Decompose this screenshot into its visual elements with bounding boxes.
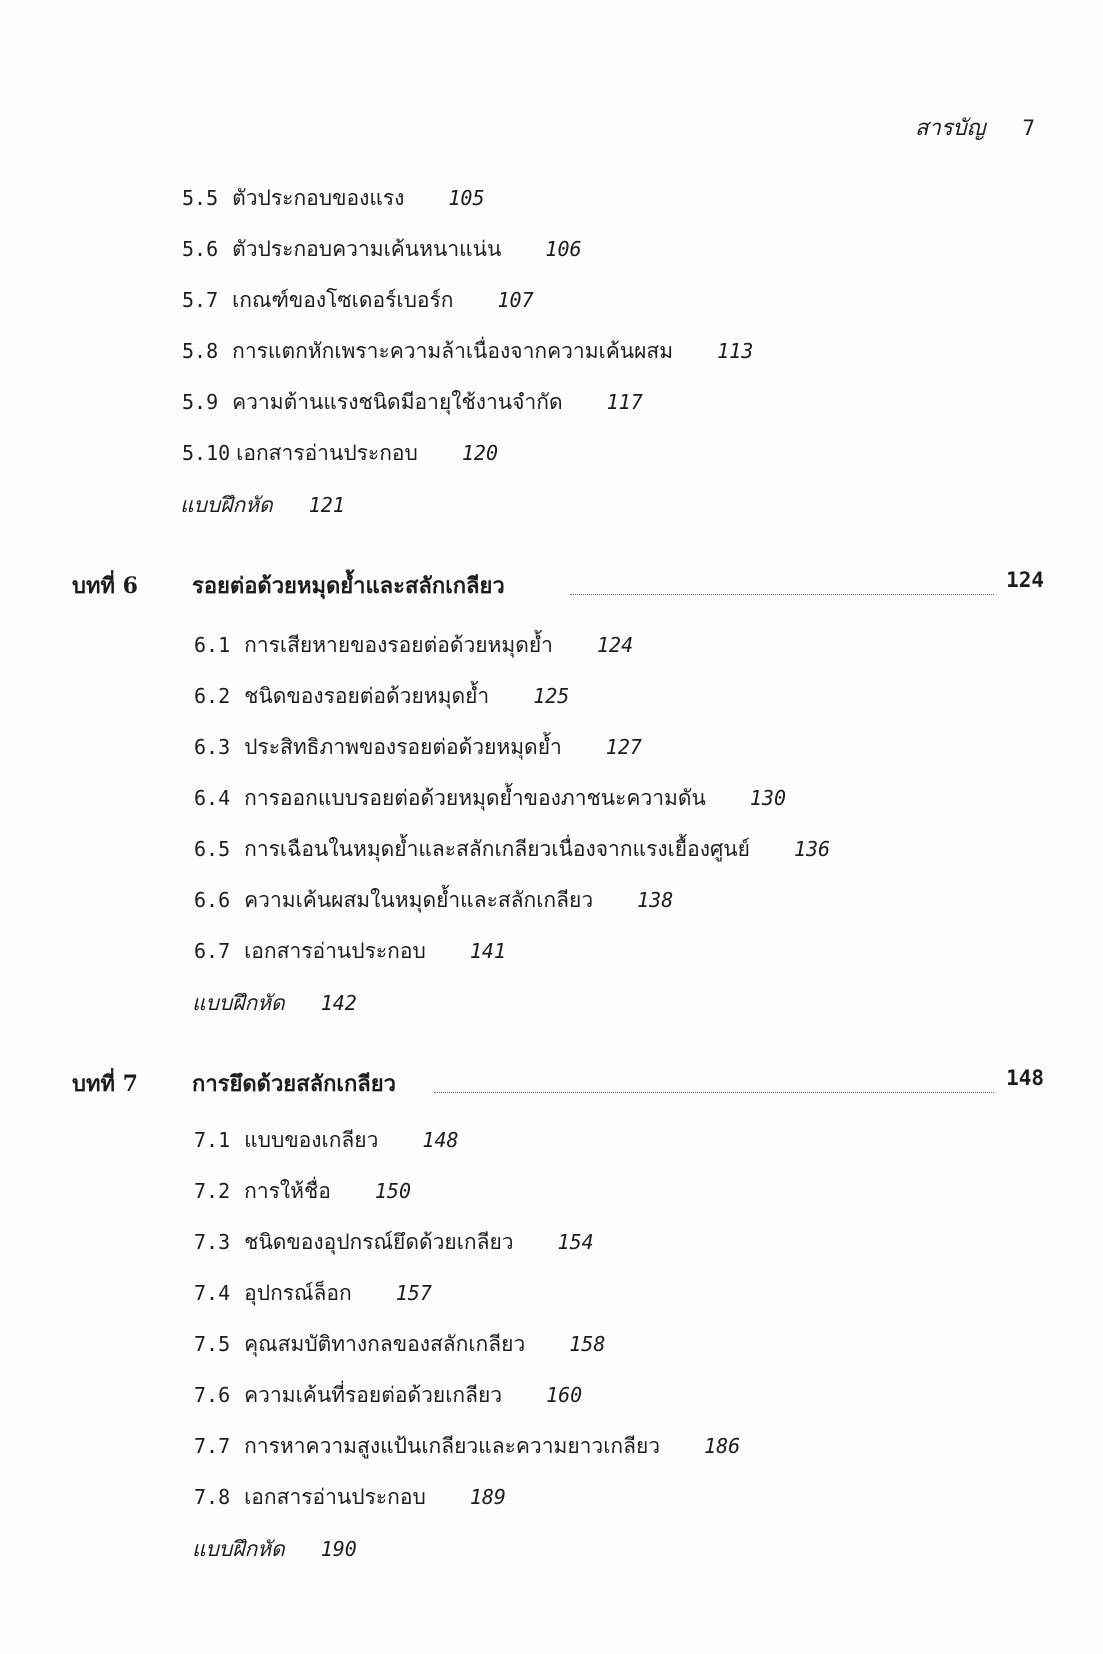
entry-title: แบบของเกลียว: [244, 1128, 379, 1152]
dot-leader: [570, 594, 994, 595]
entry-page: 127: [605, 735, 642, 759]
header-title: สารบัญ: [915, 116, 986, 141]
entry-title: การให้ชื่อ: [244, 1179, 331, 1203]
entry-page: 125: [533, 684, 570, 708]
toc-entry-7-4: [194, 1278, 432, 1308]
entry-page: 120: [461, 441, 498, 465]
chapter-label: บทที่ 7: [72, 1071, 138, 1097]
toc-entry-7-3: [194, 1227, 594, 1257]
toc-entry-7-2: [194, 1176, 411, 1206]
entry-page: 150: [374, 1179, 411, 1203]
toc-entry-6-5: [194, 834, 830, 864]
toc-entry-5-7: [182, 285, 534, 315]
entry-number: 6.4: [194, 786, 231, 810]
exercise-page: 142: [320, 991, 357, 1015]
entry-page: 136: [793, 837, 831, 861]
chapter-page: 148: [1006, 1066, 1044, 1090]
entry-title: การหาความสูงแป้นเกลียวและความยาวเกลียว: [244, 1434, 661, 1458]
entry-number: 5.9: [182, 390, 219, 414]
entry-number: 7.7: [194, 1434, 231, 1458]
entry-page: 141: [469, 939, 506, 963]
toc-entry-5-5: [182, 183, 485, 213]
header-page-number: 7: [1022, 116, 1035, 140]
entry-title: ความเค้นที่รอยต่อด้วยเกลียว: [244, 1383, 503, 1407]
entry-number: 5.5: [182, 186, 219, 210]
entry-title: เอกสารอ่านประกอบ: [244, 1485, 426, 1509]
entry-number: 5.10: [182, 441, 231, 465]
entry-title: ตัวประกอบของแรง: [232, 186, 405, 210]
toc-entry-5-8: [182, 336, 753, 366]
entry-page: 158: [569, 1332, 606, 1356]
chapter-title: การยึดด้วยสลักเกลียว: [192, 1071, 396, 1097]
entry-page: 148: [422, 1128, 459, 1152]
entry-page: 117: [606, 390, 643, 414]
toc-entry-6-3: [194, 732, 642, 762]
entry-number: 5.7: [182, 288, 219, 312]
entry-page: 186: [704, 1434, 741, 1458]
toc-entry-7-8: [194, 1482, 506, 1512]
entry-number: 6.7: [194, 939, 231, 963]
entry-title: การเสียหายของรอยต่อด้วยหมุดย้ำ: [244, 633, 553, 657]
toc-entry-6-2: [194, 681, 569, 711]
entry-title: ประสิทธิภาพของรอยต่อด้วยหมุดย้ำ: [244, 735, 562, 759]
entry-page: 154: [557, 1230, 594, 1254]
entry-title: คุณสมบัติทางกลของสลักเกลียว: [244, 1332, 526, 1356]
toc-entry-6-6: [194, 885, 673, 915]
entry-page: 106: [545, 237, 582, 261]
entry-number: 5.6: [182, 237, 219, 261]
entry-title: เอกสารอ่านประกอบ: [244, 939, 426, 963]
exercise-title: แบบฝึกหัด: [180, 493, 273, 517]
entry-number: 6.2: [194, 684, 231, 708]
exercise-page: 121: [308, 493, 345, 517]
entry-page: 107: [497, 288, 534, 312]
toc-exercise-ch6: [192, 988, 357, 1018]
toc-entry-6-1: [194, 630, 633, 660]
toc-entry-6-7: [194, 936, 506, 966]
entry-number: 6.3: [194, 735, 231, 759]
entry-number: 6.1: [194, 633, 231, 657]
entry-number: 7.5: [194, 1332, 231, 1356]
entry-page: 124: [596, 633, 634, 657]
entry-page: 189: [469, 1485, 506, 1509]
chapter-label: บทที่ 6: [72, 573, 138, 599]
entry-page: 113: [717, 339, 754, 363]
entry-title: การแตกหักเพราะความล้าเนื่องจากความเค้นผสม: [232, 339, 674, 363]
entry-number: 7.3: [194, 1230, 231, 1254]
toc-exercise-ch5: [180, 490, 345, 520]
toc-entry-5-9: [182, 387, 643, 417]
exercise-page: 190: [320, 1537, 357, 1561]
chapter-7-heading: [72, 1066, 1044, 1100]
toc-entry-7-7: [194, 1431, 740, 1461]
entry-title: ชนิดของอุปกรณ์ยึดด้วยเกลียว: [244, 1230, 514, 1254]
toc-entry-6-4: [194, 783, 786, 813]
entry-title: ความต้านแรงชนิดมีอายุใช้งานจำกัด: [232, 390, 563, 414]
exercise-title: แบบฝึกหัด: [192, 991, 285, 1015]
entry-number: 7.4: [194, 1281, 231, 1305]
entry-title: เอกสารอ่านประกอบ: [236, 441, 418, 465]
entry-number: 7.2: [194, 1179, 231, 1203]
toc-exercise-ch7: [192, 1534, 357, 1564]
entry-title: ตัวประกอบความเค้นหนาแน่น: [232, 237, 502, 261]
running-header: [915, 110, 1035, 145]
entry-number: 6.6: [194, 888, 231, 912]
chapter-6-heading: [72, 568, 1044, 602]
entry-title: เกณฑ์ของโซเดอร์เบอร์ก: [232, 288, 454, 312]
chapter-page: 124: [1006, 568, 1044, 592]
entry-number: 6.5: [194, 837, 231, 861]
toc-entry-7-1: [194, 1125, 459, 1155]
toc-entry-5-10: [182, 438, 498, 468]
entry-number: 7.1: [194, 1128, 231, 1152]
exercise-title: แบบฝึกหัด: [192, 1537, 285, 1561]
entry-page: 105: [448, 186, 485, 210]
entry-title: อุปกรณ์ล็อก: [244, 1281, 352, 1305]
chapter-title: รอยต่อด้วยหมุดย้ำและสลักเกลียว: [192, 573, 505, 599]
entry-page: 160: [546, 1383, 583, 1407]
entry-number: 7.8: [194, 1485, 231, 1509]
entry-title: การเฉือนในหมุดย้ำและสลักเกลียวเนื่องจากแรงเยื้องศูนย์: [244, 837, 750, 861]
entry-title: การออกแบบรอยต่อด้วยหมุดย้ำของภาชนะความดัน: [244, 786, 706, 810]
entry-page: 138: [637, 888, 674, 912]
entry-page: 157: [395, 1281, 432, 1305]
toc-entry-5-6: [182, 234, 582, 264]
entry-title: ความเค้นผสมในหมุดย้ำและสลักเกลียว: [244, 888, 594, 912]
toc-entry-7-6: [194, 1380, 582, 1410]
entry-title: ชนิดของรอยต่อด้วยหมุดย้ำ: [244, 684, 490, 708]
dot-leader: [434, 1092, 994, 1093]
entry-page: 130: [749, 786, 786, 810]
entry-number: 5.8: [182, 339, 219, 363]
toc-entry-7-5: [194, 1329, 605, 1359]
entry-number: 7.6: [194, 1383, 231, 1407]
